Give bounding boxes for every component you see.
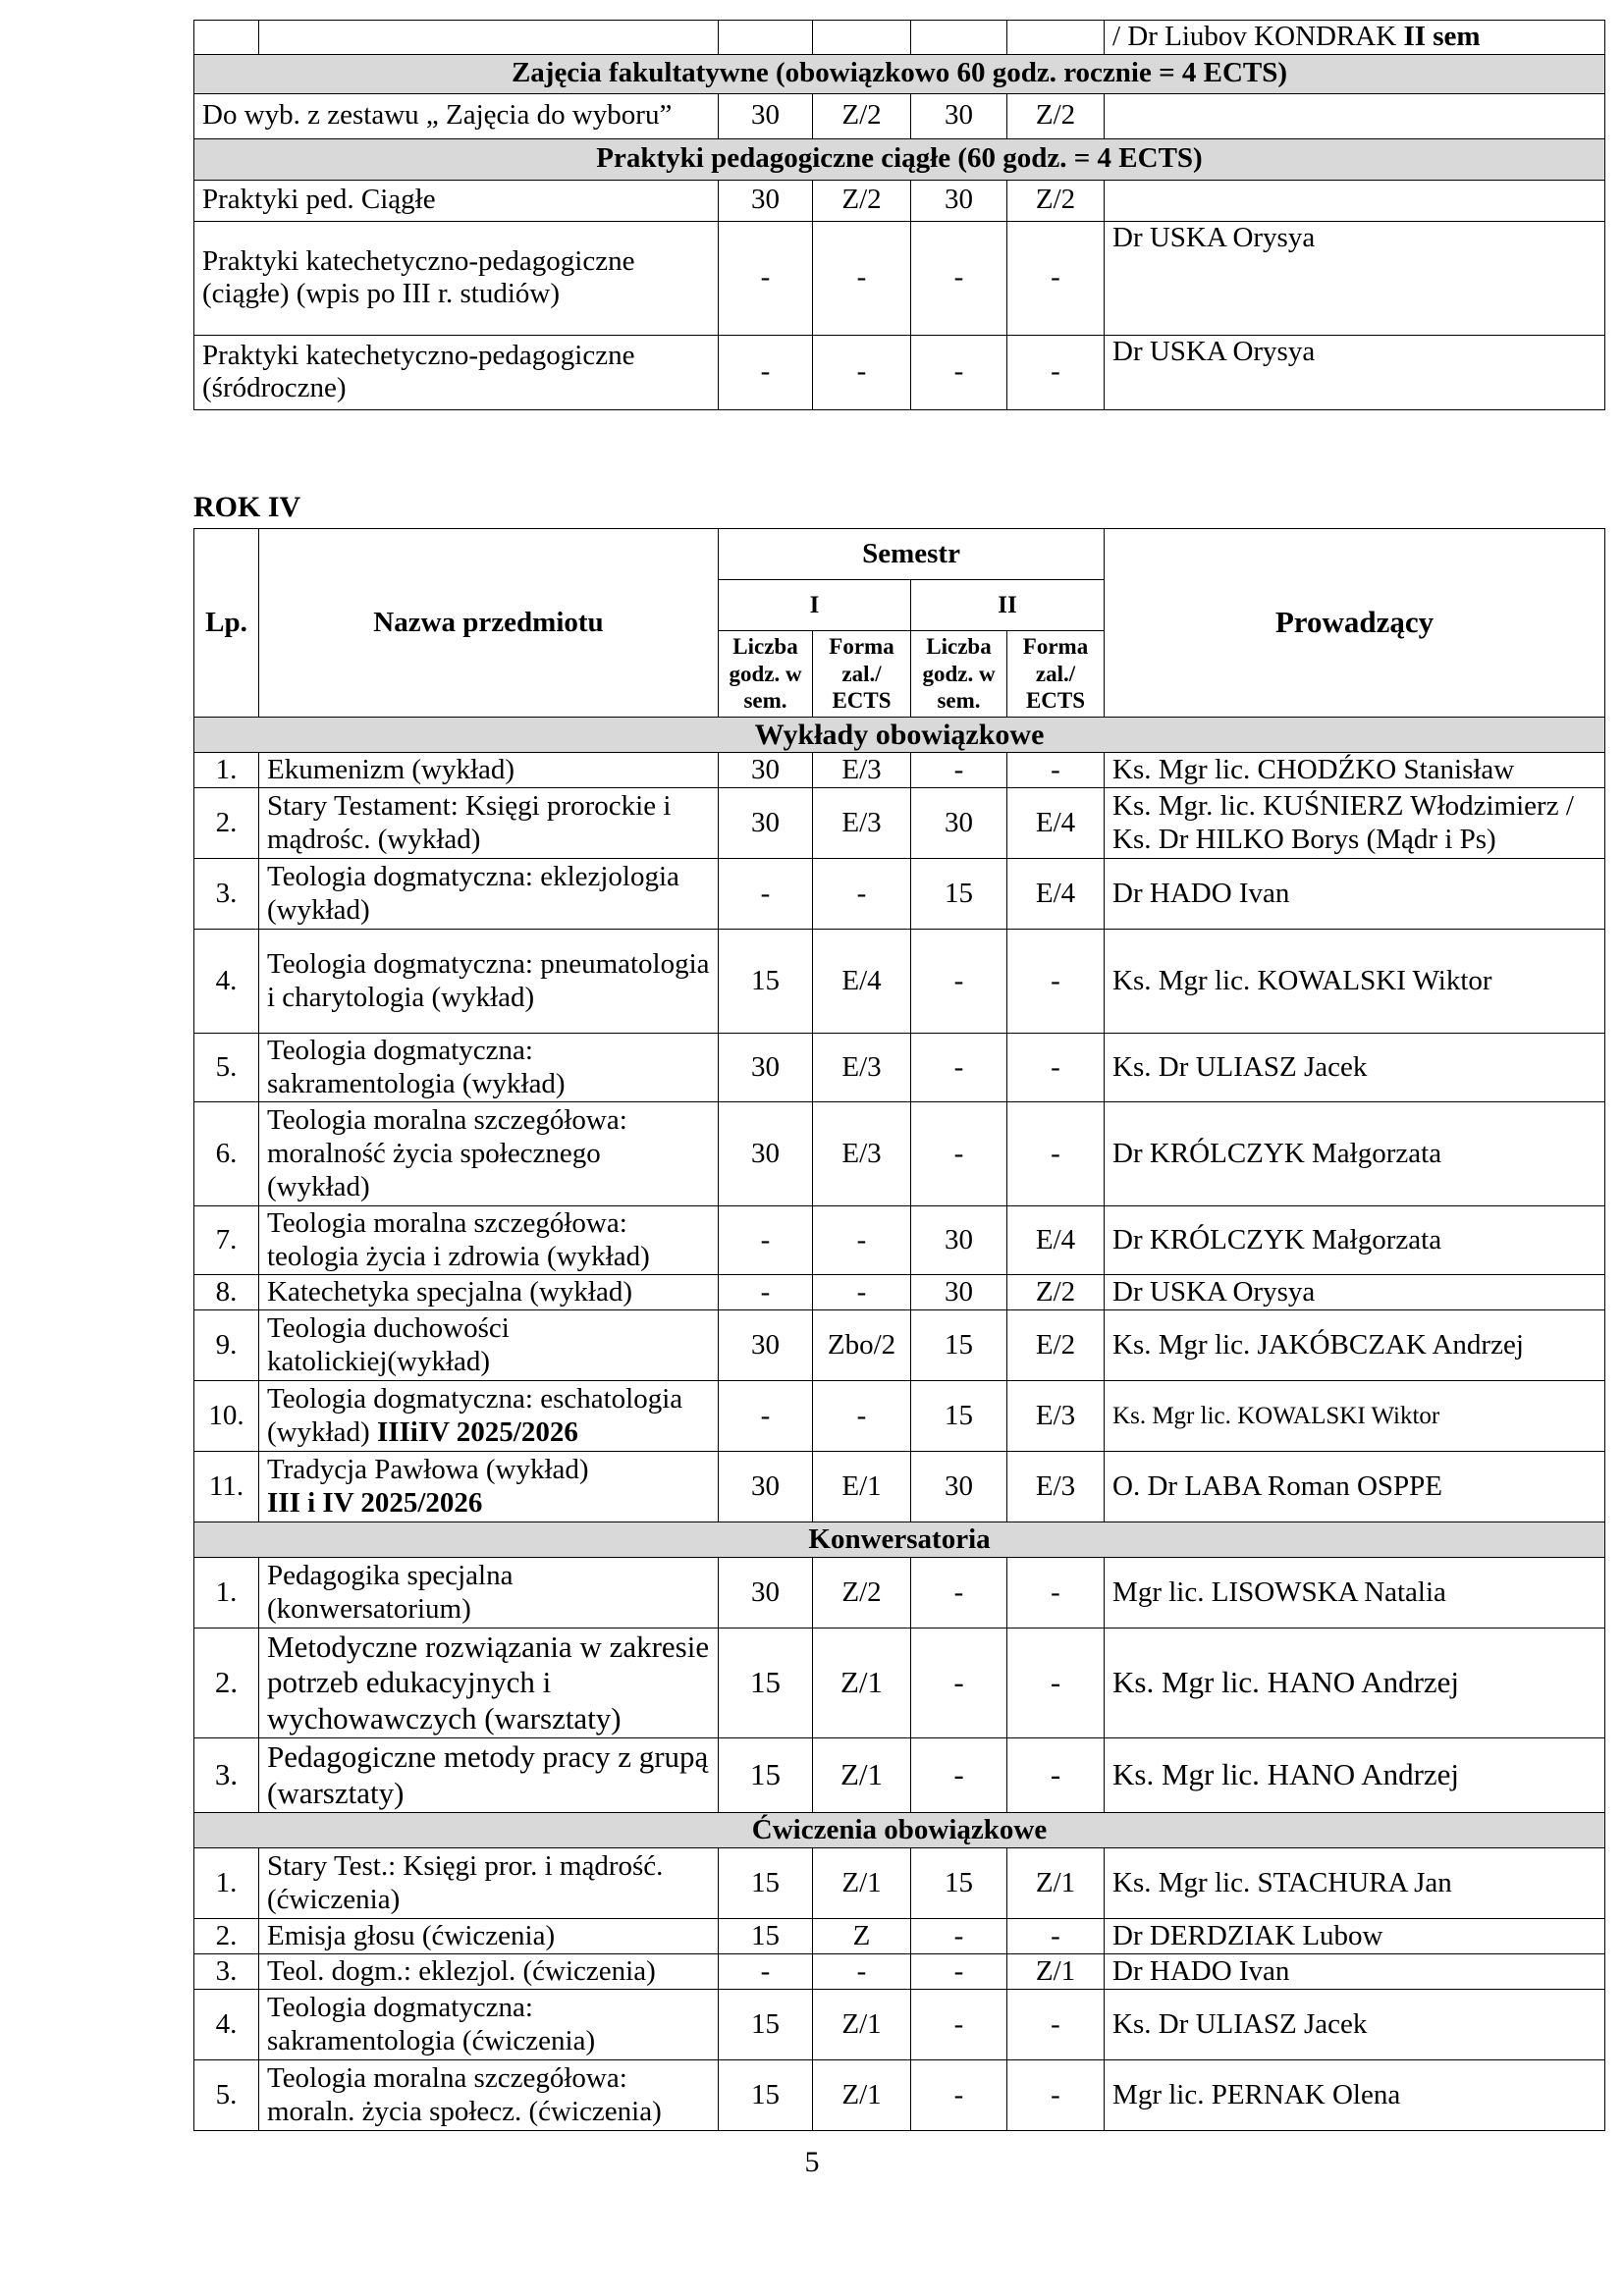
year-iv-table bbox=[193, 528, 1605, 2131]
table-row: 6. Teologia moralna szczegółowa: moralność życia społecznego (wykład) 30 E/3 - - Dr KRÓLCZYK Małgorzata bbox=[194, 1102, 1605, 1206]
lecturer-cell: Ks. Mgr lic. HANO Andrzej bbox=[1105, 1738, 1605, 1813]
table-row: 1. Stary Test.: Księgi pror. i mądrość. (ćwiczenia) 15 Z/1 15 Z/1 Ks. Mgr lic. STACHURA Jan bbox=[194, 1848, 1605, 1919]
lecturer-cell: Dr USKA Orysya bbox=[1105, 1275, 1605, 1310]
course-name: Teologia moralna szczegółowa: teologia życia i zdrowia (wykład) bbox=[259, 1206, 719, 1275]
lecturer-cell: Ks. Mgr lic. CHODŹKO Stanisław bbox=[1105, 753, 1605, 788]
course-name: Teologia moralna szczegółowa: moraln. życia społecz. (ćwiczenia) bbox=[259, 2060, 719, 2131]
lecturer-cell: Ks. Mgr lic. KOWALSKI Wiktor bbox=[1105, 930, 1605, 1034]
table-row: 4. Teologia dogmatyczna: pneumatologia i charytologia (wykład) 15 E/4 - - Ks. Mgr lic. KOWALSKI Wiktor bbox=[194, 930, 1605, 1034]
lecturer-cell: Ks. Dr ULIASZ Jacek bbox=[1105, 1990, 1605, 2060]
top-table bbox=[193, 20, 1605, 410]
table-row: 3. Pedagogiczne metody pracy z grupą (warsztaty) 15 Z/1 - - Ks. Mgr lic. HANO Andrzej bbox=[194, 1738, 1605, 1813]
course-name: Pedagogiczne metody pracy z grupą (warsztaty) bbox=[259, 1738, 719, 1813]
section-header-exercises: Ćwiczenia obowiązkowe bbox=[194, 1813, 1605, 1848]
table-row: 5. Teologia dogmatyczna: sakramentologia (wykład) 30 E/3 - - Ks. Dr ULIASZ Jacek bbox=[194, 1034, 1605, 1102]
course-name: Teol. dogm.: eklezjol. (ćwiczenia) bbox=[259, 1954, 719, 1990]
lecturer-cell: Dr HADO Ivan bbox=[1105, 1954, 1605, 1990]
lecturer-cell: / Dr Liubov KONDRAK II sem bbox=[1105, 21, 1605, 55]
lecturer-cell: Dr USKA Orysya bbox=[1105, 335, 1605, 409]
section-header-conversatoria: Konwersatoria bbox=[194, 1522, 1605, 1558]
course-name: Teologia moralna szczegółowa: moralność życia społecznego (wykład) bbox=[259, 1102, 719, 1206]
lecturer-cell: Ks. Mgr lic. KOWALSKI Wiktor bbox=[1105, 1381, 1605, 1452]
course-name: Emisja głosu (ćwiczenia) bbox=[259, 1919, 719, 1954]
course-name: Stary Test.: Księgi pror. i mądrość. (ćwiczenia) bbox=[259, 1848, 719, 1919]
table-row: 3. Teologia dogmatyczna: eklezjologia (wykład) - - 15 E/4 Dr HADO Ivan bbox=[194, 859, 1605, 930]
table-row: 11. Tradycja Pawłowa (wykład) III i IV 2025/2026 30 E/1 30 E/3 O. Dr LABA Roman OSPPE bbox=[194, 1452, 1605, 1522]
lecturer-cell: Mgr lic. LISOWSKA Natalia bbox=[1105, 1558, 1605, 1629]
course-name: Praktyki katechetyczno-pedagogiczne (śródroczne) bbox=[194, 335, 719, 409]
course-name: Praktyki katechetyczno-pedagogiczne (ciągłe) (wpis po III r. studiów) bbox=[194, 221, 719, 335]
course-name: Teologia dogmatyczna: sakramentologia (wykład) bbox=[259, 1034, 719, 1102]
table-row: 2. Stary Testament: Księgi prorockie i mądrośc. (wykład) 30 E/3 30 E/4 Ks. Mgr. lic. KUŚNIERZ Włodzimierz / Ks. Dr HILKO Borys (Mądr i Ps) bbox=[194, 788, 1605, 859]
header-lp: Lp. bbox=[194, 529, 259, 718]
header-lecturer: Prowadzący bbox=[1105, 529, 1605, 718]
header-semester-1: I bbox=[719, 580, 911, 631]
lecturer-cell: Ks. Mgr lic. HANO Andrzej bbox=[1105, 1629, 1605, 1738]
course-name: Teologia dogmatyczna: sakramentologia (ćwiczenia) bbox=[259, 1990, 719, 2060]
lecturer-cell: O. Dr LABA Roman OSPPE bbox=[1105, 1452, 1605, 1522]
table-row: 3. Teol. dogm.: eklezjol. (ćwiczenia) - - - Z/1 Dr HADO Ivan bbox=[194, 1954, 1605, 1990]
table-row: 10. Teologia dogmatyczna: eschatologia (wykład) IIIiIV 2025/2026 - - 15 E/3 Ks. Mgr lic. KOWALSKI Wiktor bbox=[194, 1381, 1605, 1452]
table-row: 4. Teologia dogmatyczna: sakramentologia (ćwiczenia) 15 Z/1 - - Ks. Dr ULIASZ Jacek bbox=[194, 1990, 1605, 2060]
header-form-1: Forma zal./ ECTS bbox=[813, 631, 911, 718]
course-name: Pedagogika specjalna (konwersatorium) bbox=[259, 1558, 719, 1629]
table-row: Praktyki katechetyczno-pedagogiczne (ciągłe) (wpis po III r. studiów) - - - - Dr USKA Orysya bbox=[194, 221, 1605, 335]
section-header-lectures: Wykłady obowiązkowe bbox=[194, 718, 1605, 753]
header-hours-2: Liczba godz. w sem. bbox=[911, 631, 1007, 718]
lecturer-cell: Dr KRÓLCZYK Małgorzata bbox=[1105, 1206, 1605, 1275]
course-name: Teologia dogmatyczna: eschatologia (wykład) IIIiIV 2025/2026 bbox=[259, 1381, 719, 1452]
table-row: 1. Pedagogika specjalna (konwersatorium) 30 Z/2 - - Mgr lic. LISOWSKA Natalia bbox=[194, 1558, 1605, 1629]
course-name: Do wyb. z zestawu „ Zajęcia do wyboru” bbox=[194, 93, 719, 138]
lecturer-cell: Dr KRÓLCZYK Małgorzata bbox=[1105, 1102, 1605, 1206]
table-row: 9. Teologia duchowości katolickiej(wykład) 30 Zbo/2 15 E/2 Ks. Mgr lic. JAKÓBCZAK Andrzej bbox=[194, 1310, 1605, 1381]
lecturer-cell: Dr DERDZIAK Lubow bbox=[1105, 1919, 1605, 1954]
header-form-2: Forma zal./ ECTS bbox=[1007, 631, 1105, 718]
course-name: Stary Testament: Księgi prorockie i mądrośc. (wykład) bbox=[259, 788, 719, 859]
header-hours-1: Liczba godz. w sem. bbox=[719, 631, 813, 718]
course-name: Teologia duchowości katolickiej(wykład) bbox=[259, 1310, 719, 1381]
table-row: Praktyki ped. Ciągłe 30 Z/2 30 Z/2 bbox=[194, 180, 1605, 221]
lecturer-cell: Dr HADO Ivan bbox=[1105, 859, 1605, 930]
header-course-name: Nazwa przedmiotu bbox=[259, 529, 719, 718]
table-row: 1. Ekumenizm (wykład) 30 E/3 - - Ks. Mgr lic. CHODŹKO Stanisław bbox=[194, 753, 1605, 788]
lecturer-cell: Dr USKA Orysya bbox=[1105, 221, 1605, 335]
header-semester-2: II bbox=[911, 580, 1105, 631]
lecturer-cell: Mgr lic. PERNAK Olena bbox=[1105, 2060, 1605, 2131]
table-row: 8. Katechetyka specjalna (wykład) - - 30 Z/2 Dr USKA Orysya bbox=[194, 1275, 1605, 1310]
course-name: Teologia dogmatyczna: eklezjologia (wykład) bbox=[259, 859, 719, 930]
header-semester: Semestr bbox=[719, 529, 1105, 580]
table-row bbox=[194, 21, 1605, 55]
course-name: Tradycja Pawłowa (wykład) III i IV 2025/2026 bbox=[259, 1452, 719, 1522]
lecturer-cell: Ks. Mgr. lic. KUŚNIERZ Włodzimierz / Ks. Dr HILKO Borys (Mądr i Ps) bbox=[1105, 788, 1605, 859]
course-name: Metodyczne rozwiązania w zakresie potrzeb edukacyjnych i wychowawczych (warsztaty) bbox=[259, 1629, 719, 1738]
table-row: 2. Metodyczne rozwiązania w zakresie potrzeb edukacyjnych i wychowawczych (warsztaty) 15 Z/1 - - Ks. Mgr lic. HANO Andrzej bbox=[194, 1629, 1605, 1738]
course-name: Katechetyka specjalna (wykład) bbox=[259, 1275, 719, 1310]
course-name: Praktyki ped. Ciągłe bbox=[194, 180, 719, 221]
table-row: 2. Emisja głosu (ćwiczenia) 15 Z - - Dr DERDZIAK Lubow bbox=[194, 1919, 1605, 1954]
table-row: 5. Teologia moralna szczegółowa: moraln. życia społecz. (ćwiczenia) 15 Z/1 - - Mgr lic. PERNAK Olena bbox=[194, 2060, 1605, 2131]
section-header-practice: Praktyki pedagogiczne ciągłe (60 godz. = 4 ECTS) bbox=[194, 138, 1605, 180]
table-row: Praktyki katechetyczno-pedagogiczne (śródroczne) - - - - Dr USKA Orysya bbox=[194, 335, 1605, 409]
year-heading: ROK IV bbox=[193, 491, 301, 523]
table-row: 7. Teologia moralna szczegółowa: teologia życia i zdrowia (wykład) - - 30 E/4 Dr KRÓLCZYK Małgorzata bbox=[194, 1206, 1605, 1275]
course-name: Teologia dogmatyczna: pneumatologia i charytologia (wykład) bbox=[259, 930, 719, 1034]
course-name: Ekumenizm (wykład) bbox=[259, 753, 719, 788]
table-row: Do wyb. z zestawu „ Zajęcia do wyboru” 30 Z/2 30 Z/2 bbox=[194, 93, 1605, 138]
page-number: 5 bbox=[804, 2146, 820, 2178]
section-header-elective: Zajęcia fakultatywne (obowiązkowo 60 godz. rocznie = 4 ECTS) bbox=[194, 54, 1605, 93]
lecturer-cell: Ks. Mgr lic. STACHURA Jan bbox=[1105, 1848, 1605, 1919]
lecturer-cell: Ks. Mgr lic. JAKÓBCZAK Andrzej bbox=[1105, 1310, 1605, 1381]
lecturer-cell: Ks. Dr ULIASZ Jacek bbox=[1105, 1034, 1605, 1102]
